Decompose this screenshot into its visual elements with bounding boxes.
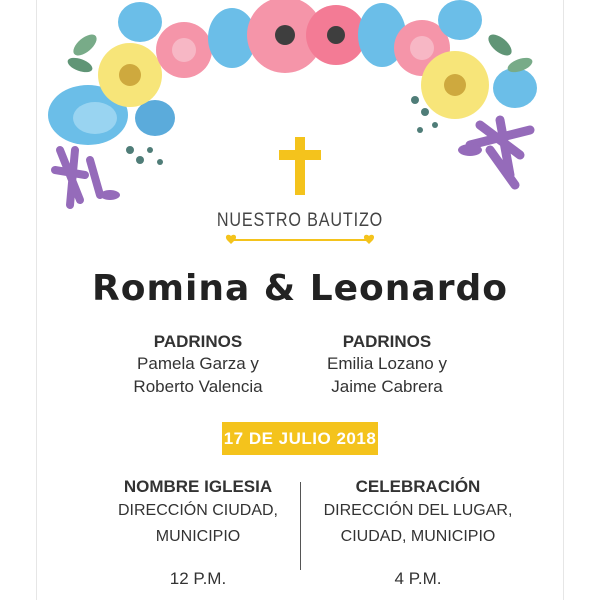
heart-right-icon <box>364 235 374 244</box>
godparents-left-line2: Roberto Valencia <box>133 377 263 396</box>
heart-divider <box>224 233 376 247</box>
godparents-left-line1: Pamela Garza y <box>137 354 259 373</box>
cross-vertical <box>295 137 305 195</box>
cross-horizontal <box>279 150 321 160</box>
church-address-line1: DIRECCIÓN CIUDAD, <box>117 502 278 519</box>
floral-garland-illustration <box>0 0 600 230</box>
celebration-label: CELEBRACIÓN <box>355 477 481 496</box>
godparents-left-label: PADRINOS <box>153 332 243 351</box>
venue-divider <box>300 482 301 570</box>
church-time: 12 P.M. <box>169 569 227 588</box>
celebration-address-line2: CIUDAD, MUNICIPIO <box>340 528 496 545</box>
child-names: Romina & Leonardo <box>92 268 508 309</box>
cross-icon <box>279 137 321 195</box>
church-info <box>88 477 308 589</box>
godparents-right-line1: Emilia Lozano y <box>326 354 447 373</box>
celebration-info <box>308 477 528 589</box>
godparents-right-line2: Jaime Cabrera <box>331 377 443 396</box>
godparents-left <box>88 332 308 398</box>
heart-left-icon <box>226 235 236 244</box>
godparents-right-label: PADRINOS <box>342 332 432 351</box>
celebration-time: 4 P.M. <box>394 569 442 588</box>
event-date-badge <box>222 422 378 455</box>
event-date: 17 DE JULIO 2018 <box>223 428 377 448</box>
invitation-subtitle: NUESTRO BAUTIZO <box>216 210 384 231</box>
church-address-line2: MUNICIPIO <box>155 528 241 545</box>
celebration-address-line1: DIRECCIÓN DEL LUGAR, <box>323 502 513 519</box>
church-label: NOMBRE IGLESIA <box>123 477 273 496</box>
godparents-right <box>277 332 497 398</box>
